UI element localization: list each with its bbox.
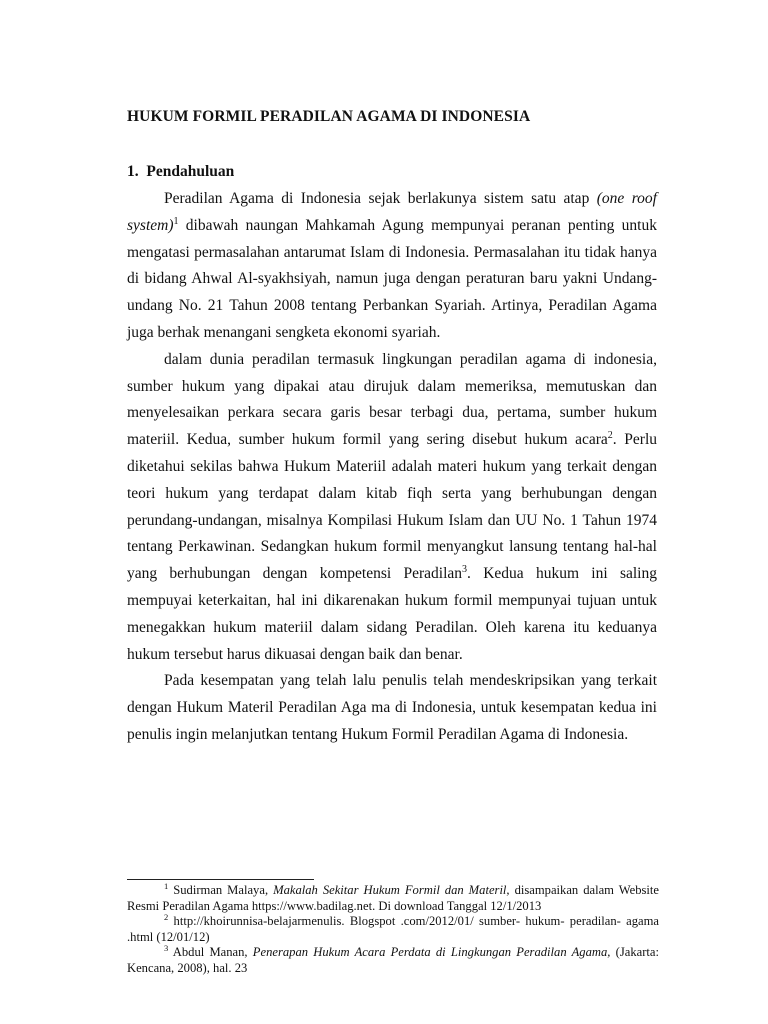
footnote-1 [127,880,659,914]
footnote-mark: 3 [164,943,169,954]
footnote-text: Sudirman Malaya, [168,883,274,897]
footnote-text: disampaikan dalam Website Resmi Peradilan Agama https://www.badilag.net. Di download Tanggal 12/1/2013 [127,883,659,913]
footnote-ref: 1 [173,215,179,227]
paragraph-2 [127,347,657,669]
footnote-italic-title: Penerapan Hukum Acara Perdata di Lingkungan Peradilan Agama, [252,945,611,960]
footnotes [127,880,659,977]
paragraph-text: . Perlu diketahui sekilas bahwa Hukum Materiil adalah materi hukum yang terkait dengan teori hukum yang terdapat dalam kitab fiqh serta yang berhubungan dengan perundang-undangan, misalnya Kompilasi Hukum Islam dan UU No. 1 Tahun 1974 tentang Perkawinan. Sedangkan hukum formil menyangkut lansung tentang hal-hal yang berhubungan dengan kompetensi Peradilan [127,431,657,583]
italic-term: (one roof system) [127,190,657,234]
section-heading-text: Pendahuluan [146,163,235,180]
footnote-2 [127,914,659,945]
paragraph-text: dibawah naungan Mahkamah Agung mempunyai peranan penting untuk mengatasi permasalahan antarumat Islam di Indonesia. Permasalahan itu tidak hanya di bidang Ahwal Al-syakhsiyah, namun juga dengan peraturan baru yakni Undang-undang No. 21 Tahun 2008 tentang Perbankan Syariah. Artinya, Peradilan Agama juga berhak menangani sengketa ekonomi syariah. [127,216,657,341]
paragraph-text: Peradilan Agama di Indonesia sejak berlakunya sistem satu atap [164,190,597,207]
document-title: HUKUM FORMIL PERADILAN AGAMA DI INDONESIA [127,108,531,125]
footnote-text: Abdul Manan, [168,945,253,960]
footnote-3 [127,945,659,976]
paragraph-3 [127,668,657,748]
footnote-ref: 3 [462,564,468,575]
section-number: 1. [127,163,139,180]
paragraph-text: . Kedua hukum ini saling mempuyai keterkaitan, hal ini dikarenakan hukum formil mempunyai tujuan untuk menegakkan hukum materiil dalam sidang Peradilan. Oleh karena itu keduanya hukum tersebut harus dikuasai dengan baik dan benar. [127,565,657,663]
footnote-text: http://khoirunnisa-belajarmenulis. Blogspot .com/2012/01/ sumber- hukum- peradilan- agama .html (12/01/12) [127,914,659,944]
footnote-italic-title: Makalah Sekitar Hukum Formil dan Materil, [273,883,510,897]
footnote-ref: 2 [607,430,613,442]
footnote-separator [127,879,314,880]
footnote-mark: 1 [164,880,169,891]
body-text [127,186,657,749]
section-heading [127,163,234,181]
paragraph-text: dalam dunia peradilan termasuk lingkungan peradilan agama di indonesia, sumber hukum yang dipakai atau dirujuk dalam memeriksa, memutuskan dan menyelesaikan perkara secara garis besar terbagi dua, pertama, sumber hukum materiil. Kedua, sumber hukum formil yang sering disebut hukum acara [127,350,657,449]
paragraph-1 [127,186,657,347]
paragraph-text: Pada kesempatan yang telah lalu penulis telah mendeskripsikan yang terkait dengan Hukum Materil Peradilan Aga ma di Indonesia, untuk kesempatan kedua ini penulis ingin melanjutkan tentang Hukum Formil Peradilan Agama di Indonesia. [127,672,657,743]
footnote-text: (Jakarta: Kencana, 2008), hal. 23 [127,945,659,975]
footnote-mark: 2 [164,912,169,922]
